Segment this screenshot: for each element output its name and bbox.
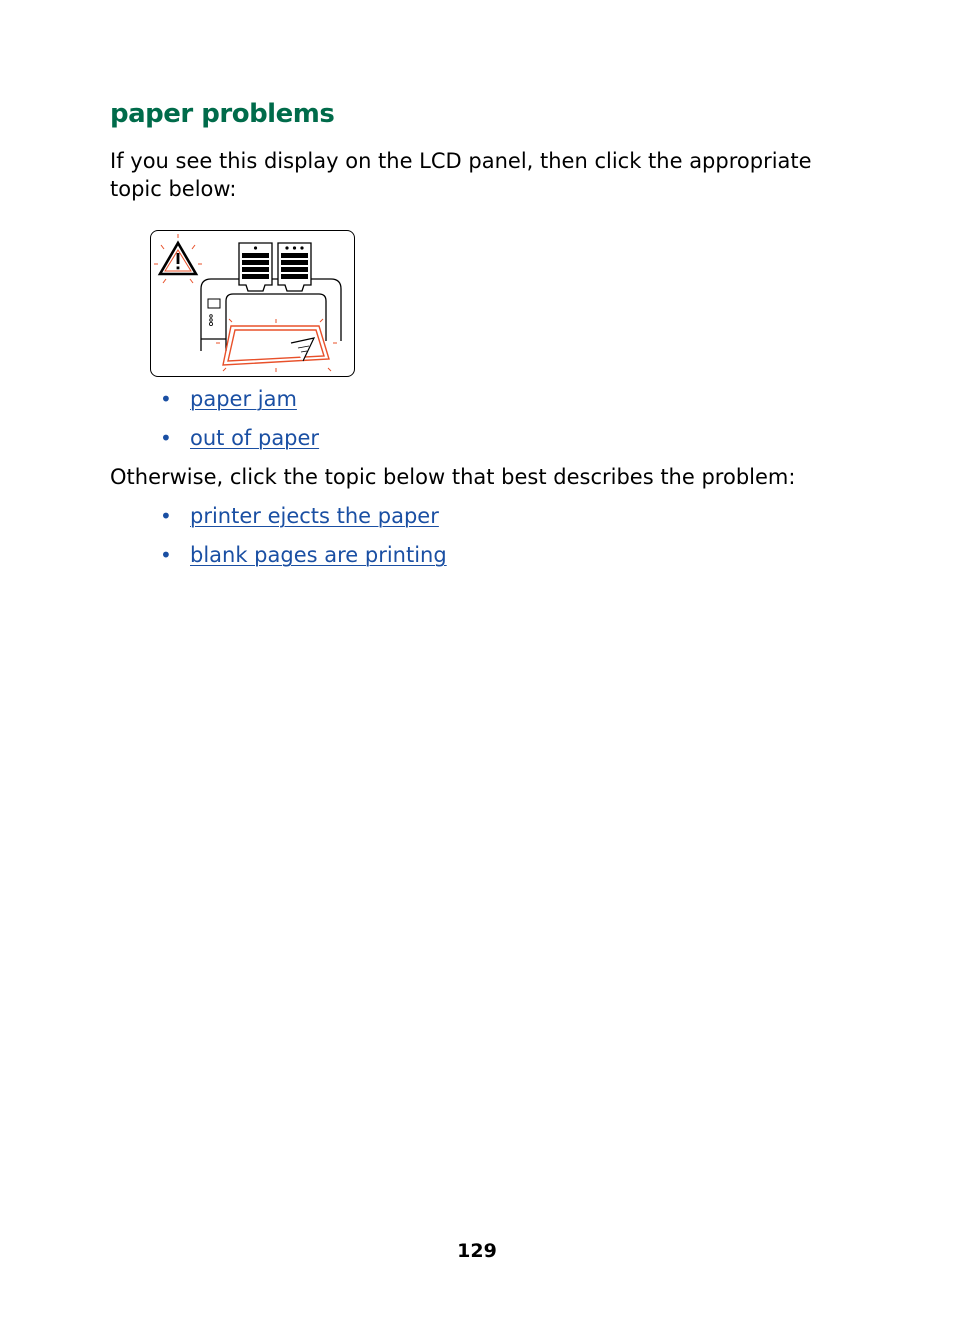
page-title: paper problems	[110, 99, 335, 129]
list-item	[160, 542, 447, 581]
bullet-icon: •	[160, 426, 172, 450]
list-item	[160, 386, 319, 425]
list-item	[160, 425, 319, 464]
lcd-topic-links	[160, 386, 319, 464]
problem-topic-links	[160, 503, 447, 581]
blank-pages-printing-link[interactable]: blank pages are printing	[190, 543, 447, 567]
intro-paragraph: If you see this display on the LCD panel, then click the appropriate topic below:	[110, 149, 812, 201]
out-of-paper-link[interactable]: out of paper	[190, 426, 320, 450]
list-item	[160, 503, 447, 542]
printer-paper-jam-warning-icon	[151, 231, 354, 376]
printer-ejects-paper-link[interactable]: printer ejects the paper	[190, 504, 439, 528]
warning-triangle-icon	[154, 234, 202, 283]
page-number: 129	[457, 1240, 497, 1262]
ink-cartridge-icon	[239, 243, 311, 291]
printer-icon	[201, 279, 341, 351]
paper-jam-link[interactable]: paper jam	[190, 387, 297, 411]
bullet-icon: •	[160, 543, 172, 567]
bullet-icon: •	[160, 387, 172, 411]
lcd-panel-illustration	[150, 230, 355, 377]
jammed-paper-icon	[216, 319, 337, 372]
bullet-icon: •	[160, 504, 172, 528]
otherwise-paragraph: Otherwise, click the topic below that best describes the problem:	[110, 465, 796, 489]
